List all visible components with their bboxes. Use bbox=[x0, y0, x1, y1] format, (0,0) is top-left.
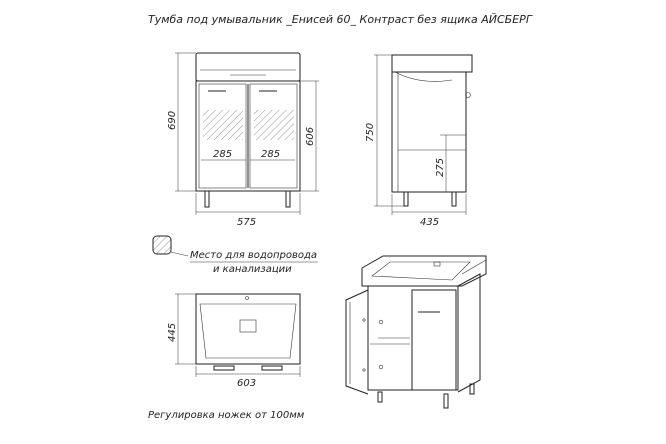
door-hatch-left bbox=[203, 110, 243, 140]
side-view bbox=[365, 55, 472, 228]
iso-leg-2 bbox=[444, 394, 448, 408]
front-view bbox=[167, 53, 319, 228]
legend-line-1: Место для водопровода bbox=[190, 250, 318, 261]
front-basin-top bbox=[196, 53, 300, 81]
leg-adjustment-note: Регулировка ножек от 100мм bbox=[148, 410, 305, 421]
dim-door-right-width: 285 bbox=[261, 149, 281, 160]
drawing-title: Тумба под умывальник _Енисей 60_ Контраст без ящика АЙСБЕРГ bbox=[148, 13, 532, 26]
side-basin bbox=[392, 55, 472, 72]
side-leg-left bbox=[404, 192, 408, 206]
top-leg-right bbox=[262, 366, 282, 370]
plumbing-zone-icon bbox=[153, 236, 171, 254]
dim-door-left-width: 285 bbox=[213, 149, 233, 160]
front-leg-right bbox=[286, 191, 290, 207]
dim-top-depth: 445 bbox=[167, 322, 178, 342]
legend bbox=[153, 236, 318, 275]
top-bowl bbox=[200, 304, 296, 358]
side-leg-right bbox=[452, 192, 456, 206]
iso-cabinet-side bbox=[458, 274, 480, 392]
front-leg-left bbox=[205, 191, 209, 207]
iso-leg-1 bbox=[378, 392, 382, 402]
top-view bbox=[167, 294, 300, 389]
dim-front-height: 690 bbox=[167, 110, 178, 130]
top-drain bbox=[240, 320, 256, 332]
top-outline bbox=[196, 294, 300, 364]
dim-side-height: 750 bbox=[365, 122, 376, 142]
top-leg-left bbox=[214, 366, 234, 370]
iso-closed-door bbox=[412, 290, 456, 390]
dim-shelf-height: 275 bbox=[435, 157, 446, 177]
side-cabinet-body bbox=[392, 72, 466, 192]
dim-front-width: 575 bbox=[237, 217, 257, 228]
isometric-view bbox=[346, 256, 486, 408]
dim-top-width: 603 bbox=[237, 378, 257, 389]
door-hatch-right bbox=[254, 110, 294, 140]
dim-side-depth: 435 bbox=[420, 217, 440, 228]
iso-open-door bbox=[346, 290, 368, 394]
legend-line-2: и канализации bbox=[213, 264, 292, 275]
dim-front-inner-height: 606 bbox=[305, 126, 316, 146]
